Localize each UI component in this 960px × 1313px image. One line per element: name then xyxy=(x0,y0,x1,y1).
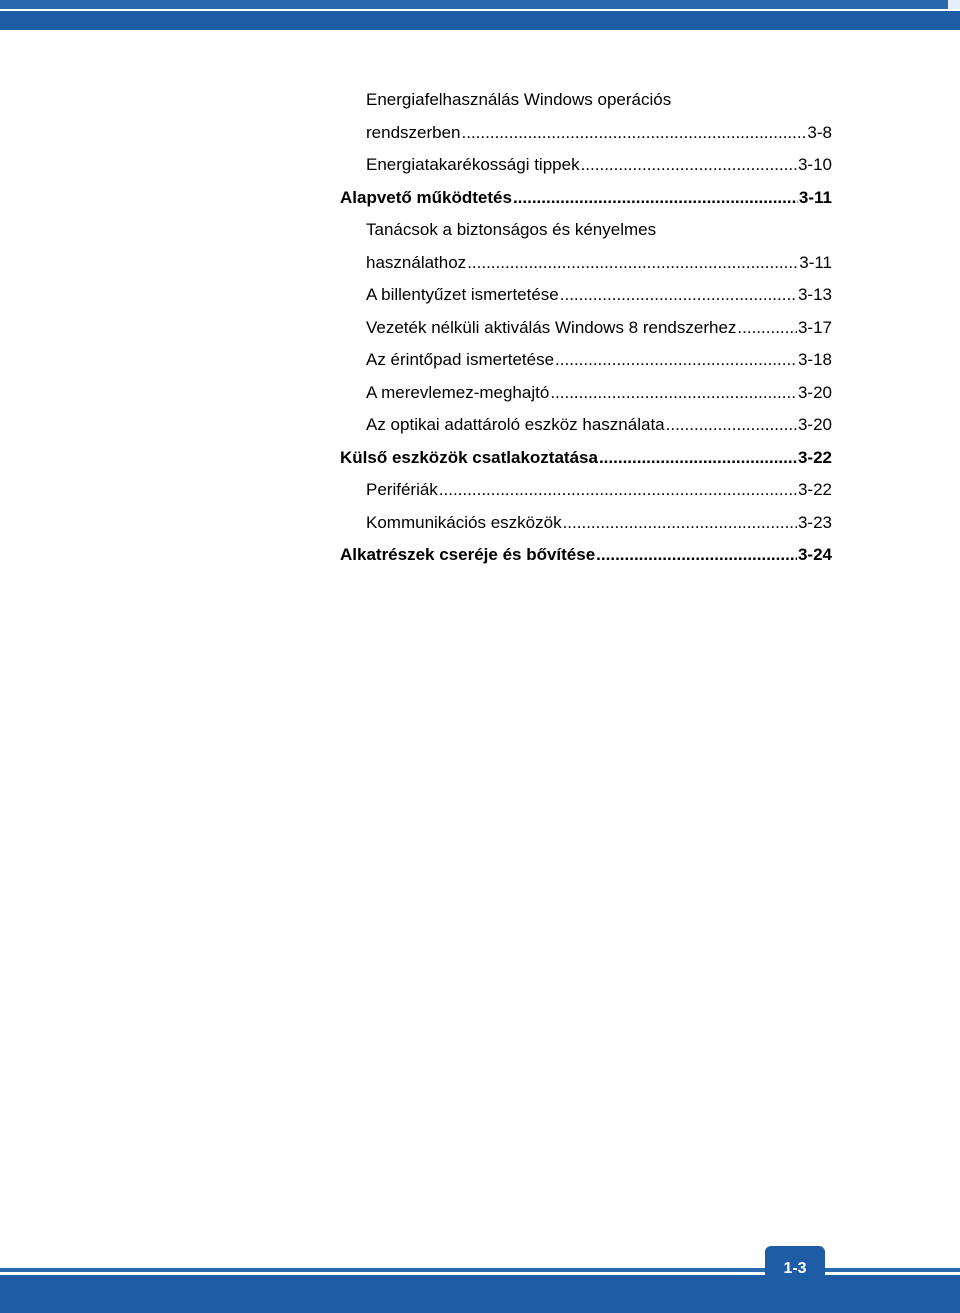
toc-entry-page: 3-20 xyxy=(797,415,832,434)
toc-leader-dots xyxy=(737,318,797,338)
header-band-thick xyxy=(0,11,960,30)
toc-entry-title: használathoz xyxy=(366,252,467,272)
toc-entry-page: 3-23 xyxy=(797,512,832,532)
toc-entry-page: 3-13 xyxy=(797,285,832,304)
toc-entry-page: 3-11 xyxy=(799,252,832,272)
toc-subsection-entry[interactable] xyxy=(340,123,832,156)
toc-entry-page: 3-18 xyxy=(797,350,832,369)
toc-leader-dots xyxy=(666,415,797,435)
toc-leader-dots xyxy=(563,513,797,533)
toc-entry-page: 3-11 xyxy=(798,187,832,207)
toc-leader-dots xyxy=(555,350,797,370)
toc-subsection-entry[interactable] xyxy=(340,155,832,188)
toc-leader-dots xyxy=(560,285,797,305)
toc-leader-dots xyxy=(550,383,797,403)
toc-entry-page: 3-20 xyxy=(797,382,832,402)
toc-entry-page: 3-22 xyxy=(797,480,832,499)
toc-entry-title: Kommunikációs eszközök xyxy=(366,512,562,532)
toc-entry-title: Alapvető működtetés xyxy=(340,187,512,207)
toc-leader-dots xyxy=(581,155,797,175)
toc-subsection-entry[interactable] xyxy=(340,480,832,513)
footer-band xyxy=(0,1243,960,1313)
toc-entry-title: Alkatrészek cseréje és bővítése xyxy=(340,545,596,564)
toc-entry-page: 3-10 xyxy=(797,155,832,174)
header-band-thin xyxy=(0,0,960,9)
toc-subsection-entry[interactable] xyxy=(340,318,832,351)
toc-entry-title: Tanácsok a biztonságos és kényelmes xyxy=(366,220,657,239)
toc-section-entry[interactable] xyxy=(340,545,832,578)
toc-entry-page: 3-17 xyxy=(797,317,832,337)
toc-section-entry[interactable] xyxy=(340,188,832,221)
page-number: 1-3 xyxy=(783,1259,807,1277)
toc-entry-page: 3-8 xyxy=(807,122,832,142)
toc-subsection-entry[interactable] xyxy=(340,383,832,416)
toc-section-entry[interactable] xyxy=(340,448,832,481)
toc-subsection-entry[interactable] xyxy=(340,513,832,546)
header-band-accent xyxy=(948,0,960,9)
toc-entry-title: Energiatakarékossági tippek xyxy=(366,155,580,174)
toc-entry-title: Energiafelhasználás Windows operációs xyxy=(366,90,672,109)
toc-leader-dots xyxy=(462,123,807,143)
toc-leader-dots xyxy=(467,253,798,273)
toc-leader-dots xyxy=(599,448,797,468)
toc-entry-title: Az optikai adattároló eszköz használata xyxy=(366,415,665,434)
toc-subsection-entry[interactable] xyxy=(340,285,832,318)
toc-entry-title: Az érintőpad ismertetése xyxy=(366,350,555,369)
toc-subsection-entry[interactable] xyxy=(340,220,832,253)
toc-leader-dots xyxy=(596,545,797,565)
toc-entry-title: Külső eszközök csatlakoztatása xyxy=(340,447,598,467)
toc-subsection-entry[interactable] xyxy=(340,350,832,383)
toc-entry-title: A merevlemez-meghajtó xyxy=(366,382,550,402)
toc-subsection-entry[interactable] xyxy=(340,253,832,286)
toc-entry-page: 3-24 xyxy=(797,545,832,564)
toc-leader-dots xyxy=(439,480,797,500)
table-of-contents xyxy=(340,90,832,578)
toc-subsection-entry[interactable] xyxy=(340,90,832,123)
toc-leader-dots xyxy=(513,188,798,208)
toc-entry-title: A billentyűzet ismertetése xyxy=(366,285,559,304)
toc-entry-title: rendszerben xyxy=(366,122,461,142)
toc-subsection-entry[interactable] xyxy=(340,415,832,448)
toc-entry-title: Perifériák xyxy=(366,480,438,499)
page-number-tab xyxy=(765,1246,825,1289)
toc-entry-page: 3-22 xyxy=(797,447,832,467)
toc-entry-title: Vezeték nélküli aktiválás Windows 8 rendszerhez xyxy=(366,317,737,337)
header-band xyxy=(0,0,960,32)
